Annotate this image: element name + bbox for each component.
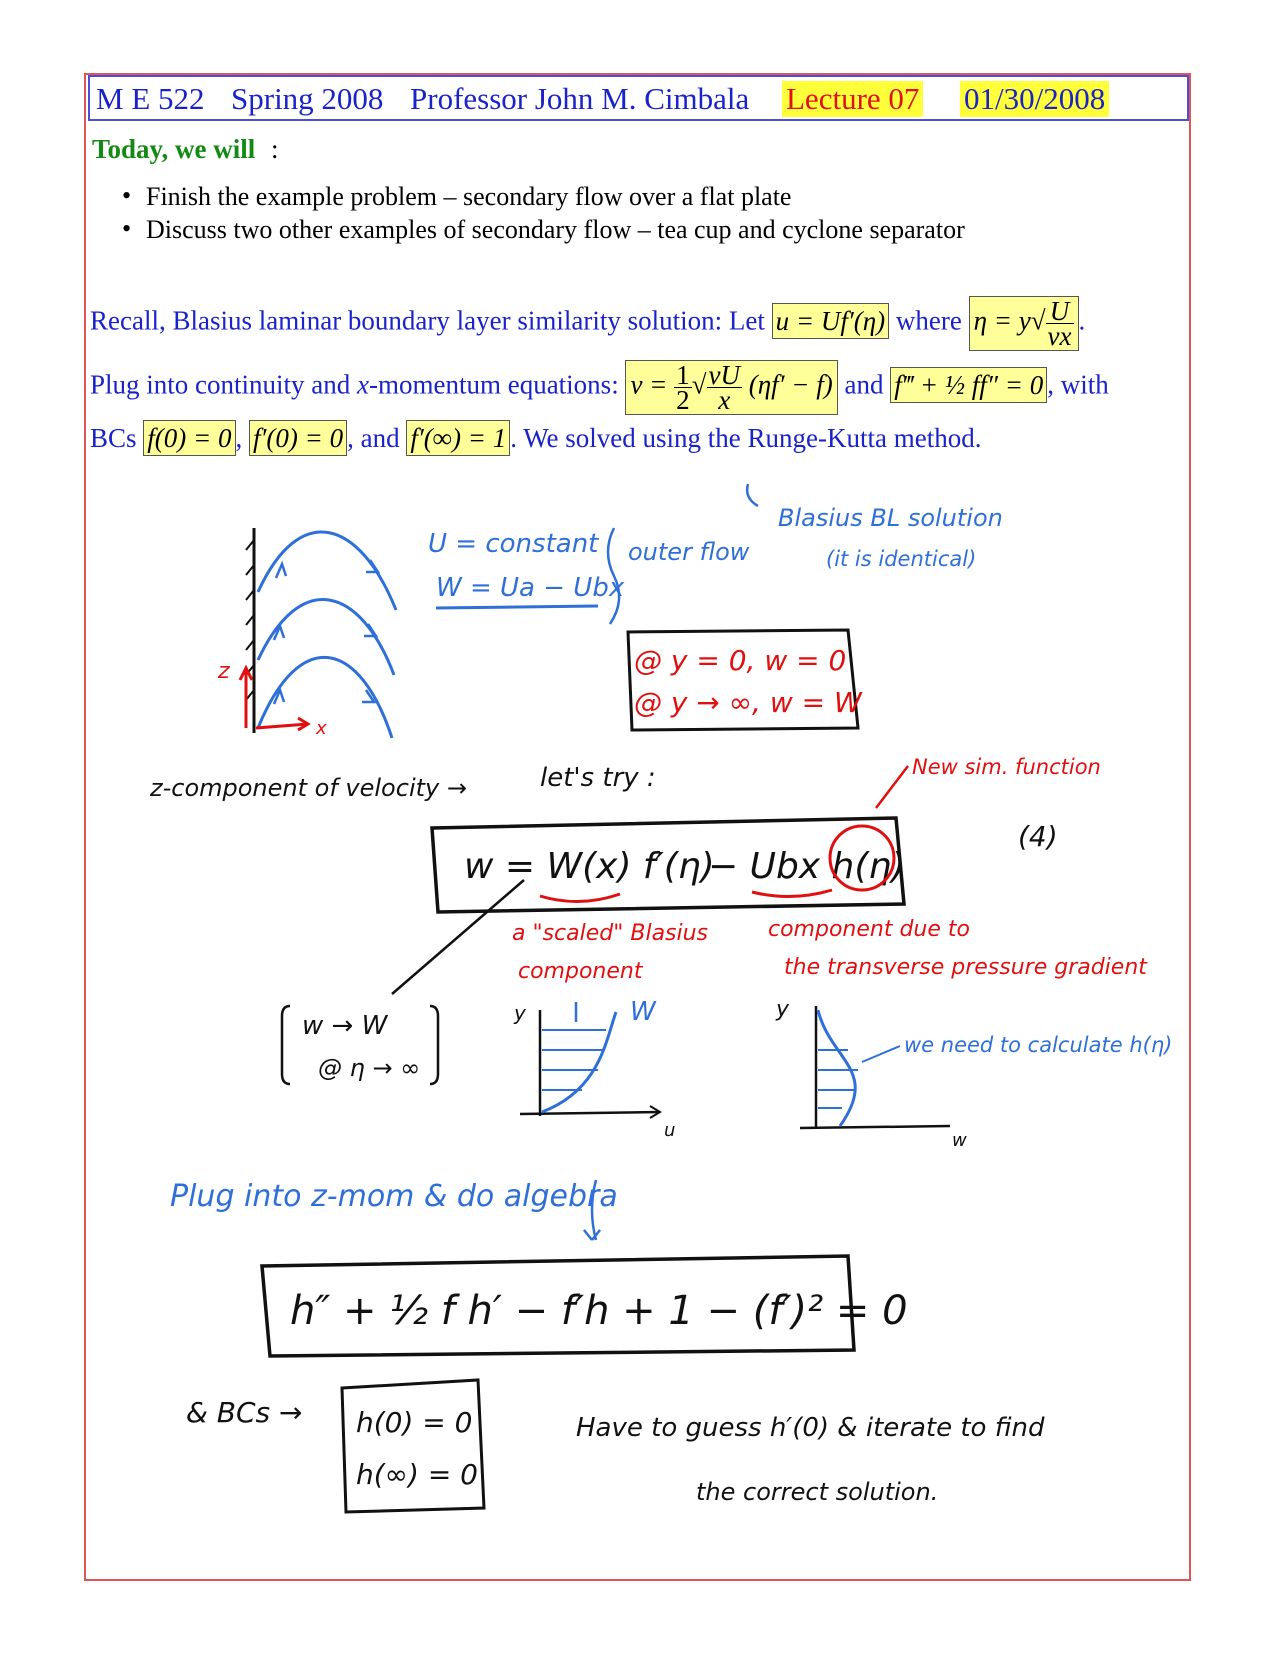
bcs-label: & BCs → — [186, 1396, 303, 1429]
z-axis-label: z — [218, 659, 230, 684]
bc-farfield: @ y → ∞, w = W — [634, 686, 862, 719]
underline — [436, 606, 598, 608]
bc-hinf: h(∞) = 0 — [356, 1458, 478, 1491]
v-equation: v = $\frac{1}{2}$ √ $\frac{\nu U}{x}$ (ηf′ − f) — [625, 360, 837, 415]
streamline-arrows — [274, 560, 378, 704]
limit-w: w → W — [302, 1011, 388, 1041]
today-colon: : — [271, 134, 279, 164]
profile2-y: y — [776, 997, 790, 1022]
calc-h-note: we need to calculate h(η) — [904, 1033, 1173, 1057]
bcs-lead: BCs — [90, 423, 137, 453]
today-heading: Today, we will — [92, 134, 256, 164]
course-code: M E 522 — [96, 81, 205, 116]
down-arrow — [584, 1230, 600, 1240]
term: Spring 2008 — [231, 81, 384, 116]
equation-number: (4) — [1018, 820, 1058, 853]
transverse-pressure: the transverse pressure gradient — [784, 955, 1147, 980]
main-eq-h-term: − Ubx h(η) — [708, 846, 906, 887]
blasius-equation: f‴ + ½ ff″ = 0 — [890, 367, 1047, 403]
crossflow-profile-sketch — [775, 997, 1172, 1151]
bc-3: f′(∞) = 1 — [406, 420, 510, 456]
w-outer-flow: W = Ua − Ubx — [436, 573, 625, 603]
lets-try: let's try : — [540, 763, 656, 793]
streamline — [258, 600, 394, 675]
profile1-u: u — [664, 1120, 676, 1141]
bc-h0: h(0) = 0 — [356, 1406, 473, 1439]
blasius-profile-sketch — [513, 997, 675, 1141]
h-bc-box — [342, 1380, 484, 1512]
agenda-item-text: Discuss two other examples of secondary flow – tea cup and cyclone separator — [146, 215, 965, 244]
recall-lead: Recall, Blasius laminar boundary layer similarity solution: Let — [90, 305, 765, 336]
note-arrow — [747, 484, 758, 506]
plug-with: , with — [1047, 369, 1109, 400]
limit-pointer — [392, 880, 524, 994]
eta-equation: η = y√ $\frac{U}{\nu x}$ — [969, 296, 1079, 351]
professor: Professor John M. Cimbala — [410, 81, 750, 116]
blasius-note: Blasius BL solution — [778, 504, 1003, 532]
agenda-item-text: Finish the example problem – secondary flow over a flat plate — [146, 182, 792, 211]
recall-line: Recall, Blasius laminar boundary layer similarity solution: Let u = Uf′(η) where η = y√ $\frac{U}{\nu x}$ . — [90, 296, 1086, 351]
guess-note-2: the correct solution. — [696, 1478, 939, 1506]
new-sim-function: New sim. function — [912, 755, 1101, 779]
plug-z-mom: Plug into z-mom & do algebra — [170, 1179, 618, 1214]
guess-note: Have to guess h′(0) & iterate to find — [576, 1413, 1045, 1443]
term-underlines — [540, 890, 832, 902]
profile2-w: w — [952, 1130, 967, 1151]
u-equation: u = Uf′(η) — [772, 303, 890, 339]
z-component-label: z-component of velocity → — [150, 774, 467, 802]
outer-flow-label: outer flow — [628, 538, 750, 566]
plug-and: and — [844, 369, 884, 400]
blasius-note-sub: (it is identical) — [826, 547, 977, 571]
component-due: component due to — [768, 917, 970, 942]
lecture-date: 01/30/2008 — [960, 81, 1109, 117]
scaled-blasius: a "scaled" Blasius — [512, 921, 709, 946]
recall-where: where — [895, 305, 962, 336]
ode-equation: h″ + ½ f h′ − f′h + 1 − (f′)² = 0 — [290, 1288, 908, 1334]
bc-wall: @ y = 0, w = 0 — [634, 644, 847, 677]
limit-eta: @ η → ∞ — [318, 1054, 421, 1082]
main-eq-blasius-term: w = W(x) f′(η) — [464, 846, 715, 887]
profile1-y: y — [514, 1001, 526, 1025]
bcs-line: BCs f(0) = 0 , f′(0) = 0 , and f′(∞) = 1 . We solved using the Runge-Kutta method. — [90, 420, 981, 456]
x-axis-label: x — [316, 718, 327, 739]
scaled-blasius-2: component — [518, 959, 643, 984]
bc-1: f(0) = 0 — [143, 420, 235, 456]
u-constant: U = constant — [428, 529, 599, 559]
profile1-W: W — [630, 997, 656, 1027]
bc-2: f′(0) = 0 — [249, 420, 347, 456]
plate-streamline-sketch — [217, 528, 396, 739]
lecture-number: Lecture 07 — [782, 81, 923, 117]
plug-lead: Plug into continuity and x-momentum equations: — [90, 369, 619, 400]
pointer — [876, 766, 908, 808]
